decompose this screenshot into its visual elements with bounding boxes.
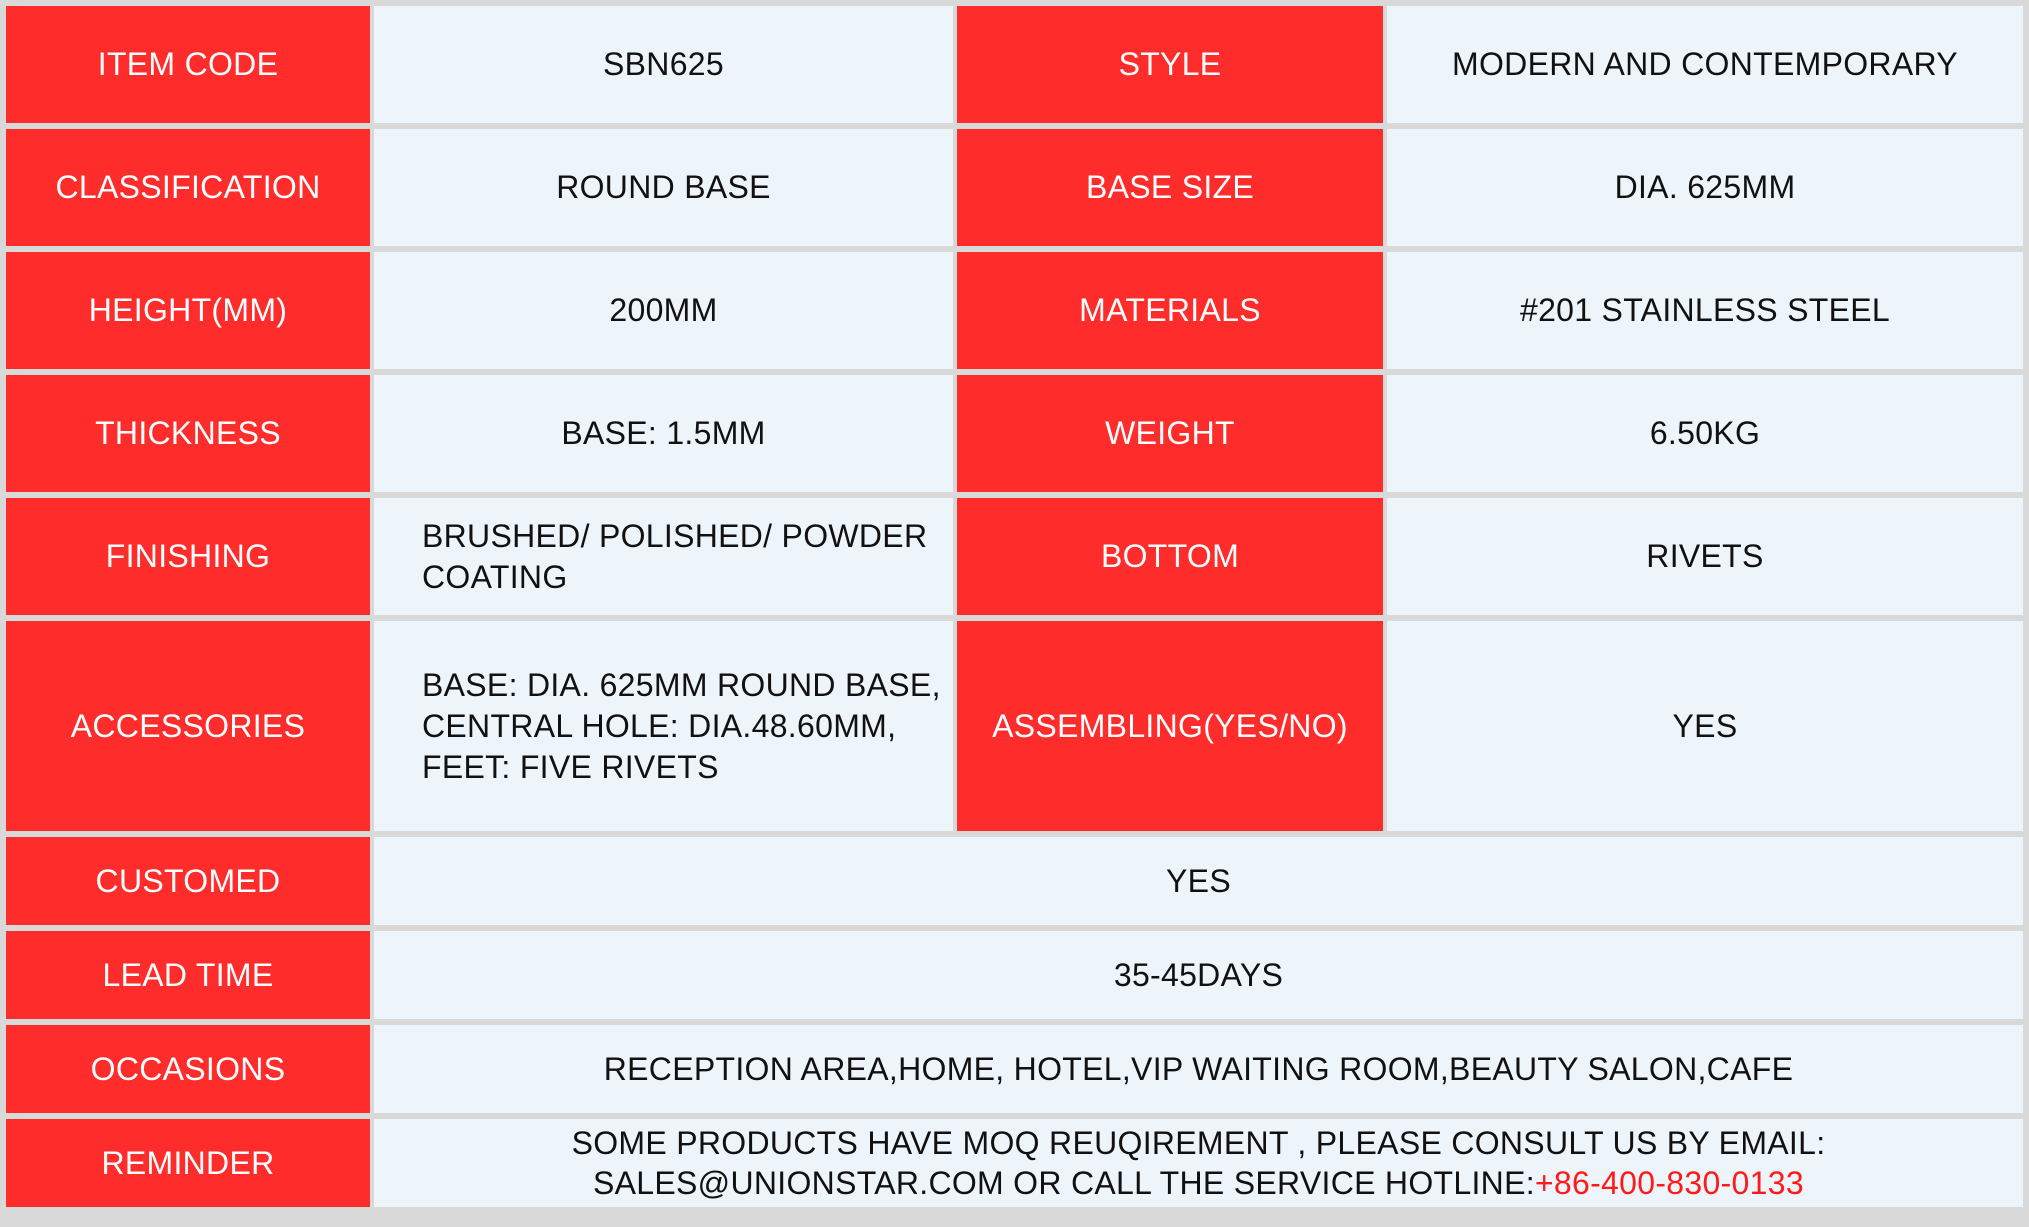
accessories-label: ACCESSORIES <box>6 621 370 831</box>
reminder-value <box>374 1119 2023 1207</box>
accessories-value <box>374 621 953 831</box>
classification-value: ROUND BASE <box>374 129 953 246</box>
materials-value: #201 STAINLESS STEEL <box>1387 252 2023 369</box>
style-value: MODERN AND CONTEMPORARY <box>1387 6 2023 123</box>
thickness-label: THICKNESS <box>6 375 370 492</box>
bottom-value: RIVETS <box>1387 498 2023 615</box>
height-value: 200MM <box>374 252 953 369</box>
assembling-value: YES <box>1387 621 2023 831</box>
accessories-line: FEET: FIVE RIVETS <box>422 748 719 785</box>
customed-label: CUSTOMED <box>6 837 370 925</box>
weight-label: WEIGHT <box>957 375 1383 492</box>
item-code-label: ITEM CODE <box>6 6 370 123</box>
base-size-label: BASE SIZE <box>957 129 1383 246</box>
thickness-value: BASE: 1.5MM <box>374 375 953 492</box>
lead-time-label: LEAD TIME <box>6 931 370 1019</box>
reminder-contact-text: SALES@UNIONSTAR.COM OR CALL THE SERVICE HOTLINE: <box>593 1165 1535 1201</box>
classification-label: CLASSIFICATION <box>6 129 370 246</box>
reminder-line-1: SOME PRODUCTS HAVE MOQ REUQIREMENT , PLEASE CONSULT US BY EMAIL: <box>571 1125 1826 1161</box>
finishing-value <box>374 498 953 615</box>
finishing-line: COATING <box>422 558 568 595</box>
spec-table <box>6 6 2023 1221</box>
item-code-value: SBN625 <box>374 6 953 123</box>
height-label: HEIGHT(MM) <box>6 252 370 369</box>
finishing-label: FINISHING <box>6 498 370 615</box>
occasions-value: RECEPTION AREA,HOME, HOTEL,VIP WAITING ROOM,BEAUTY SALON,CAFE <box>374 1025 2023 1113</box>
reminder-line-2 <box>572 1163 1826 1203</box>
reminder-label: REMINDER <box>6 1119 370 1207</box>
assembling-label: ASSEMBLING(YES/NO) <box>957 621 1383 831</box>
occasions-label: OCCASIONS <box>6 1025 370 1113</box>
base-size-value: DIA. 625MM <box>1387 129 2023 246</box>
accessories-line: BASE: DIA. 625MM ROUND BASE, <box>422 666 941 703</box>
service-hotline-number: +86-400-830-0133 <box>1534 1165 1804 1201</box>
reminder-text <box>572 1123 1826 1203</box>
accessories-line: CENTRAL HOLE: DIA.48.60MM, <box>422 707 897 744</box>
accessories-value-text <box>422 665 941 788</box>
finishing-line: BRUSHED/ POLISHED/ POWDER <box>422 517 928 554</box>
bottom-label: BOTTOM <box>957 498 1383 615</box>
lead-time-value: 35-45DAYS <box>374 931 2023 1019</box>
materials-label: MATERIALS <box>957 252 1383 369</box>
style-label: STYLE <box>957 6 1383 123</box>
weight-value: 6.50KG <box>1387 375 2023 492</box>
customed-value: YES <box>374 837 2023 925</box>
finishing-value-text <box>422 516 927 598</box>
